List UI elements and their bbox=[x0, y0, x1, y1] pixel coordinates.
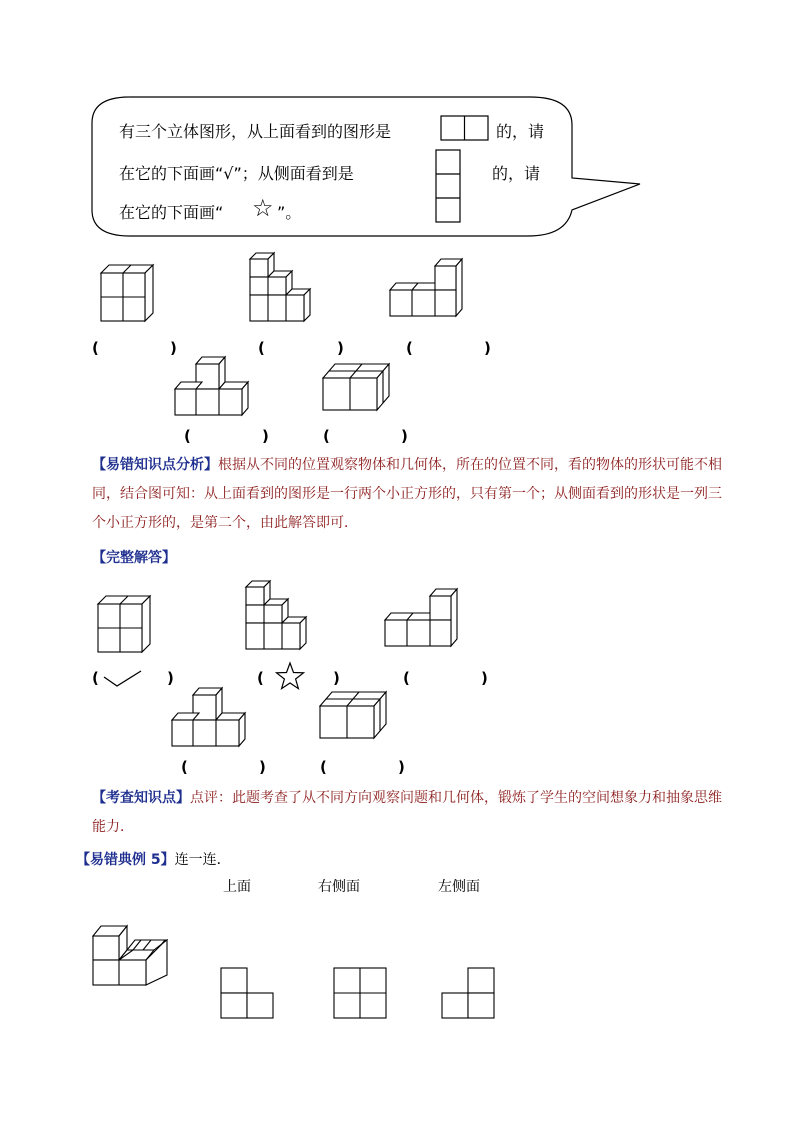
review-text: 点评：此题考查了从不同方向观察问题和几何体，锻炼了学生的空间想象力和抽象思维能力． bbox=[92, 790, 722, 835]
answer-paren-open-5: ( bbox=[320, 758, 327, 776]
answer-tag: 【完整解答】 bbox=[92, 550, 176, 566]
bubble-line1-b: 的，请 bbox=[496, 122, 545, 141]
answer-paren-open-4: ( bbox=[181, 758, 188, 776]
answer-paren-close-1: ) bbox=[167, 669, 174, 687]
label-left-view: 左侧面 bbox=[438, 879, 480, 895]
bubble-line3-b: ”。 bbox=[277, 203, 302, 222]
paren-close-5: ) bbox=[401, 427, 408, 445]
bubble-line2-a: 在它的下面画“√”；从侧面看到是 bbox=[119, 164, 354, 183]
paren-close-3: ) bbox=[484, 339, 491, 357]
paren-close-1: ) bbox=[170, 339, 177, 357]
bubble-line1-a: 有三个立体图形，从上面看到的图形是 bbox=[119, 122, 392, 141]
answer-paren-open-3: ( bbox=[403, 669, 410, 687]
paren-open-5: ( bbox=[323, 427, 330, 445]
view-top bbox=[221, 968, 273, 1018]
example-tag: 【易错典例 5】 bbox=[76, 852, 175, 868]
bubble-line2-b: 的，请 bbox=[492, 164, 541, 183]
view-right bbox=[334, 968, 386, 1018]
star-icon: ☆ bbox=[252, 194, 274, 222]
answer-paren-close-4: ) bbox=[259, 758, 266, 776]
paren-open-1: ( bbox=[92, 339, 99, 357]
paren-open-2: ( bbox=[258, 339, 265, 357]
paren-open-4: ( bbox=[184, 427, 191, 445]
paren-close-4: ) bbox=[262, 427, 269, 445]
answer-paren-open-1: ( bbox=[92, 669, 99, 687]
paren-open-3: ( bbox=[406, 339, 413, 357]
answer-paren-open-2: ( bbox=[257, 669, 264, 687]
example-text: 连一连． bbox=[174, 852, 231, 868]
bubble-line3-a: 在它的下面画“ bbox=[119, 203, 224, 222]
view-left bbox=[442, 968, 494, 1018]
analysis-tag: 【易错知识点分析】 bbox=[92, 457, 218, 473]
label-right-view: 右侧面 bbox=[318, 879, 360, 895]
answer-paren-close-5: ) bbox=[398, 758, 405, 776]
review-tag: 【考查知识点】 bbox=[92, 790, 190, 806]
answer-paren-close-3: ) bbox=[481, 669, 488, 687]
answer-paren-close-2: ) bbox=[333, 669, 340, 687]
analysis-text: 根据从不同的位置观察物体和几何体，所在的位置不同，看的物体的形状可能不相同，结合图可知：从上面看到的图形是一行两个小正方形的，只有第一个；从侧面看到的形状是一列三个小正方形的，是第二个，由此解答即可． bbox=[92, 457, 722, 531]
paren-close-2: ) bbox=[337, 339, 344, 357]
label-top-view: 上面 bbox=[223, 879, 251, 895]
example-solid bbox=[93, 926, 167, 985]
